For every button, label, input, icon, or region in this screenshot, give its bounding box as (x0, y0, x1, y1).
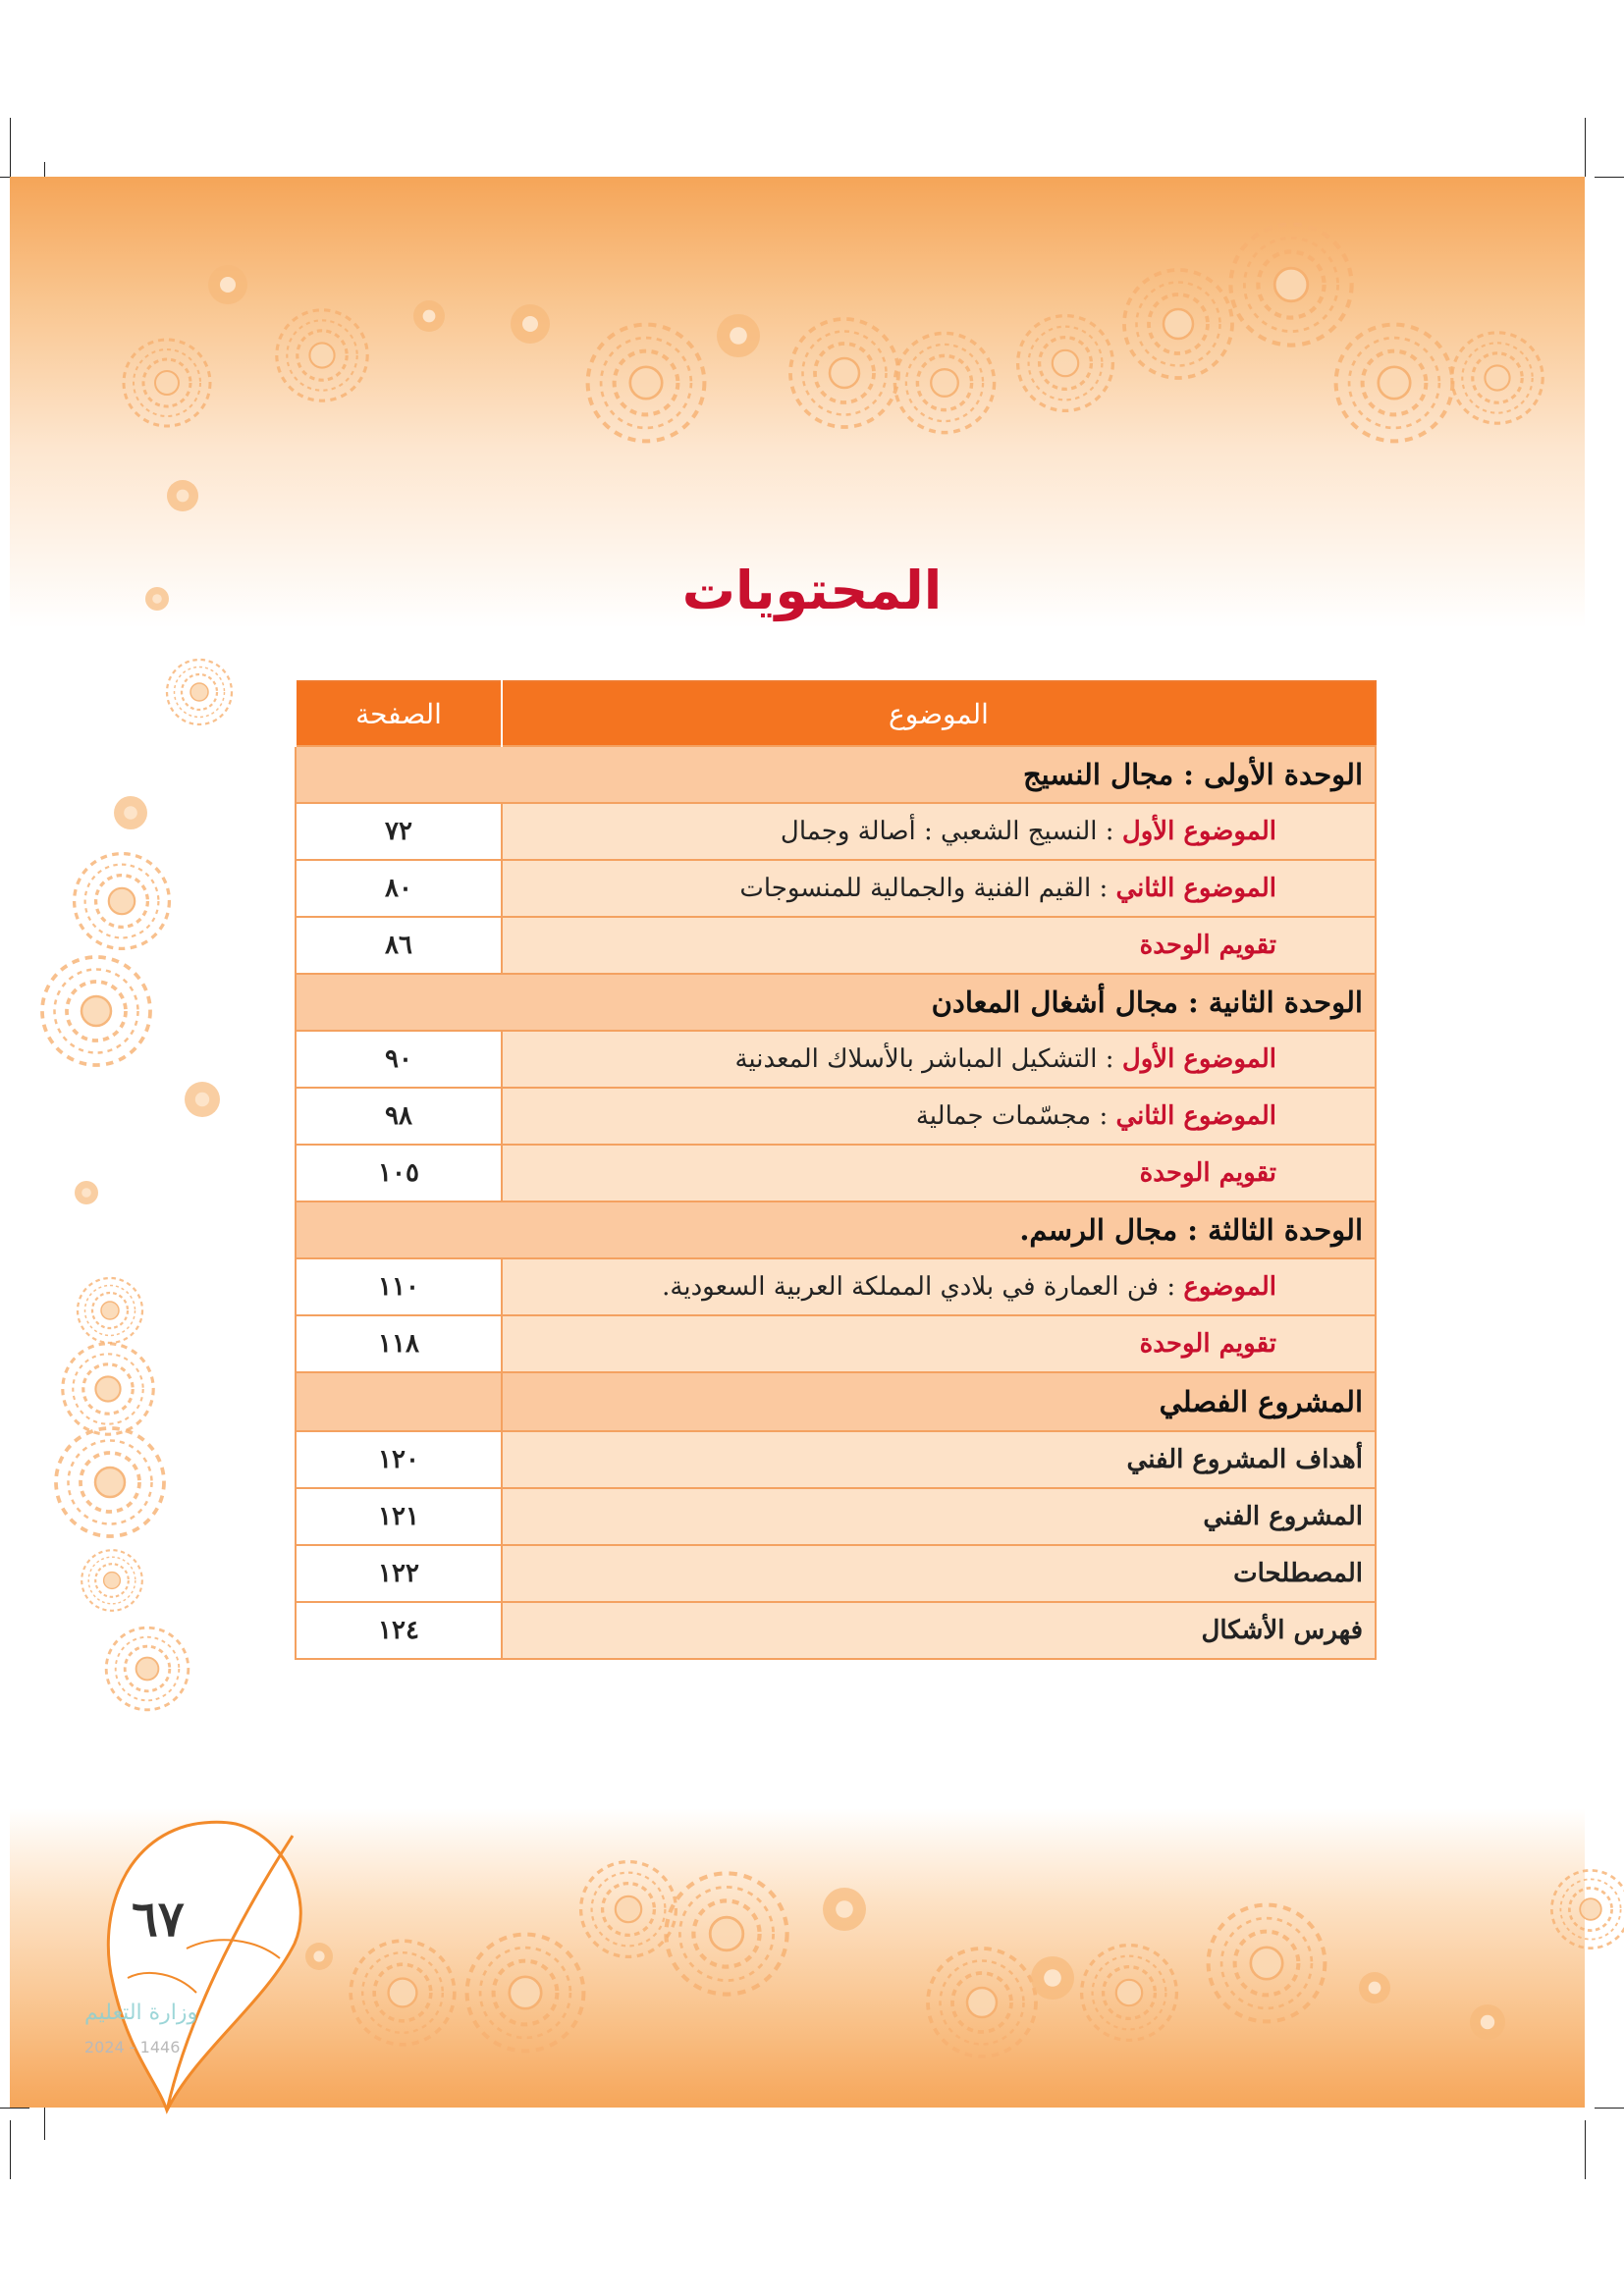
page-cell: ٧٢ (296, 803, 502, 860)
watermark-year: 2024 - 1446 (84, 2038, 181, 2056)
page-cell: ٩٠ (296, 1031, 502, 1088)
unit-title: الوحدة الثالثة : مجال الرسم. (296, 1201, 1376, 1258)
topic-label: الموضوع الثاني (1115, 874, 1276, 903)
topic-text: : النسيج الشعبي : أصالة وجمال (780, 817, 1122, 846)
topic-cell (502, 860, 1376, 917)
page-cell: ١٠٥ (296, 1145, 502, 1201)
page-cell: ١١٠ (296, 1258, 502, 1315)
page-cell: ١٢١ (296, 1488, 502, 1545)
page-cell: ٩٨ (296, 1088, 502, 1145)
project-item-row (296, 1602, 1376, 1659)
topic-row (296, 803, 1376, 860)
project-item: المصطلحات (502, 1545, 1376, 1602)
topic-cell (502, 1088, 1376, 1145)
page-cell: ١٢٢ (296, 1545, 502, 1602)
topic-cell (502, 917, 1376, 974)
unit-row (296, 746, 1376, 803)
topic-text: : التشكيل المباشر بالأسلاك المعدنية (734, 1044, 1122, 1074)
header-topic: الموضوع (502, 681, 1376, 746)
topic-row (296, 1258, 1376, 1315)
project-item: المشروع الفني (502, 1488, 1376, 1545)
topic-cell (502, 1031, 1376, 1088)
project-item-row (296, 1488, 1376, 1545)
topic-text: : مجسّمات جمالية (915, 1101, 1116, 1131)
project-row (296, 1372, 1376, 1431)
topic-label: الموضوع الثاني (1115, 1101, 1276, 1131)
topic-cell (502, 1315, 1376, 1372)
unit-row (296, 1201, 1376, 1258)
project-item: أهداف المشروع الفني (502, 1431, 1376, 1488)
topic-row (296, 1145, 1376, 1201)
leaf-icon (108, 1822, 300, 2110)
page-cell: ١١٨ (296, 1315, 502, 1372)
topic-label: تقويم الوحدة (1139, 1158, 1276, 1188)
table-header (296, 681, 1376, 746)
topic-row (296, 1088, 1376, 1145)
topic-cell (502, 803, 1376, 860)
topic-label: الموضوع الأول (1121, 1044, 1276, 1074)
topic-row (296, 860, 1376, 917)
contents-body (296, 746, 1376, 1659)
topic-label: الموضوع الأول (1121, 817, 1276, 846)
topic-row (296, 917, 1376, 974)
topic-cell (502, 1258, 1376, 1315)
page-cell: ١٢٠ (296, 1431, 502, 1488)
page-cell: ٨٦ (296, 917, 502, 974)
topic-text: : القيم الفنية والجمالية للمنسوجات (739, 874, 1116, 903)
project-page-cell (296, 1372, 502, 1431)
project-item: فهرس الأشكال (502, 1602, 1376, 1659)
project-item-row (296, 1545, 1376, 1602)
topic-cell (502, 1145, 1376, 1201)
page-title: المحتويات (681, 560, 943, 621)
topic-text: : فن العمارة في بلادي المملكة العربية السعودية. (662, 1272, 1184, 1302)
ministry-watermark: وزارة التعليم (84, 2001, 198, 2025)
topic-label: تقويم الوحدة (1139, 1329, 1276, 1359)
project-item-row (296, 1431, 1376, 1488)
topic-row (296, 1315, 1376, 1372)
topic-label: تقويم الوحدة (1139, 931, 1276, 960)
header-page: الصفحة (296, 681, 502, 746)
page-cell: ٨٠ (296, 860, 502, 917)
unit-title: الوحدة الأولى : مجال النسيج (296, 746, 1376, 803)
contents-table (295, 680, 1377, 1660)
unit-row (296, 974, 1376, 1031)
unit-title: الوحدة الثانية : مجال أشغال المعادن (296, 974, 1376, 1031)
page-number: ٦٧ (132, 1890, 185, 1948)
topic-row (296, 1031, 1376, 1088)
page-cell: ١٢٤ (296, 1602, 502, 1659)
project-title: المشروع الفصلي (502, 1372, 1376, 1431)
topic-label: الموضوع (1183, 1272, 1276, 1302)
